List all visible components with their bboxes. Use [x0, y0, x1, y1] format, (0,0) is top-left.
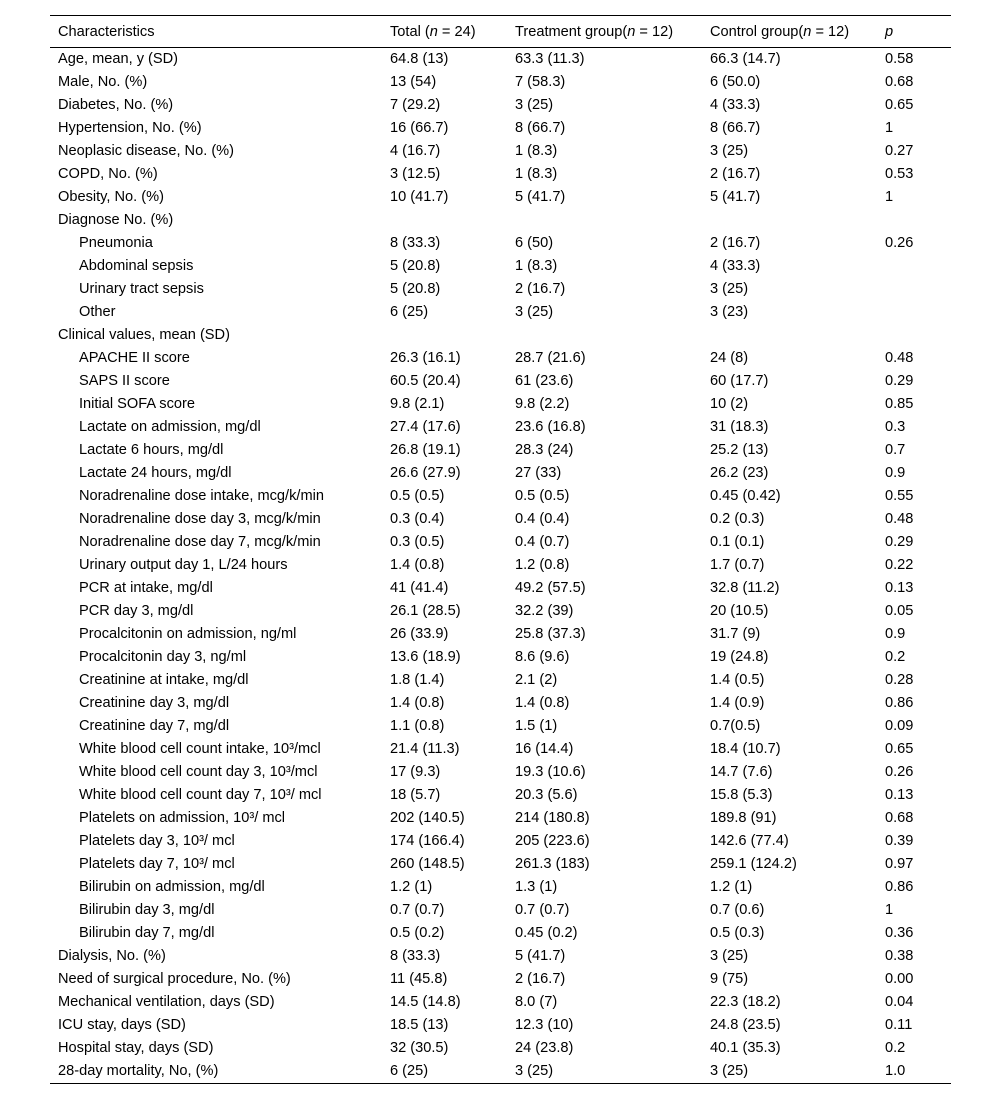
cell-control: 2 (16.7): [710, 235, 761, 251]
characteristics-table: [50, 15, 951, 1084]
cell-control: 66.3 (14.7): [710, 51, 781, 67]
cell-characteristic: Creatinine day 7, mg/dl: [79, 718, 230, 734]
table-row: [50, 416, 951, 439]
cell-treatment: 9.8 (2.2): [515, 396, 570, 412]
cell-control: 259.1 (124.2): [710, 856, 797, 872]
cell-characteristic: Hypertension, No. (%): [58, 120, 202, 136]
cell-total: 26.1 (28.5): [390, 603, 461, 619]
cell-control: 2 (16.7): [710, 166, 761, 182]
table-row: [50, 209, 951, 232]
table-row: [50, 163, 951, 186]
table-row: [50, 186, 951, 209]
cell-p-value: 1: [885, 902, 894, 918]
cell-characteristic: Urinary tract sepsis: [79, 281, 204, 297]
cell-treatment: 32.2 (39): [515, 603, 574, 619]
cell-control: 3 (25): [710, 281, 749, 297]
cell-control: 40.1 (35.3): [710, 1040, 781, 1056]
cell-characteristic: Lactate on admission, mg/dl: [79, 419, 261, 435]
cell-p-value: 1.0: [885, 1063, 906, 1079]
cell-control: [702, 324, 877, 347]
cell-treatment: 0.5 (0.5): [515, 488, 570, 504]
cell-control: 10 (2): [710, 396, 749, 412]
cell-treatment: 2 (16.7): [515, 971, 566, 987]
cell-characteristic: White blood cell count day 3, 10³/mcl: [79, 764, 318, 780]
cell-characteristic: Hospital stay, days (SD): [58, 1040, 214, 1056]
cell-treatment: 1.5 (1): [515, 718, 558, 734]
cell-characteristic: Platelets day 3, 10³/ mcl: [79, 833, 235, 849]
cell-total: 16 (66.7): [390, 120, 449, 136]
cell-treatment: 7 (58.3): [515, 74, 566, 90]
cell-characteristic: Lactate 6 hours, mg/dl: [79, 442, 224, 458]
header-p-value: p: [885, 23, 894, 40]
cell-control: 3 (25): [710, 1063, 749, 1079]
cell-p-value: 0.27: [885, 143, 914, 159]
table-row: [50, 255, 951, 278]
cell-characteristic: Clinical values, mean (SD): [58, 327, 230, 343]
cell-treatment: 12.3 (10): [515, 1017, 574, 1033]
cell-p-value: 0.29: [885, 373, 914, 389]
cell-control: 0.5 (0.3): [710, 925, 765, 941]
cell-p-value: 0.86: [885, 695, 914, 711]
cell-p-value: 0.22: [885, 557, 914, 573]
table-row: [50, 94, 951, 117]
table-row: [50, 1060, 951, 1084]
cell-p-value: 0.65: [885, 741, 914, 757]
table-row: [50, 278, 951, 301]
cell-total: 26.8 (19.1): [390, 442, 461, 458]
table-row: [50, 876, 951, 899]
table-row: [50, 761, 951, 784]
cell-characteristic: 28-day mortality, No, (%): [58, 1063, 219, 1079]
cell-treatment: 8.0 (7): [515, 994, 558, 1010]
cell-treatment: 3 (25): [515, 97, 554, 113]
cell-total: 7 (29.2): [390, 97, 441, 113]
cell-total: 6 (25): [390, 304, 429, 320]
cell-control: 1.7 (0.7): [710, 557, 765, 573]
cell-control: 189.8 (91): [710, 810, 777, 826]
cell-characteristic: Initial SOFA score: [79, 396, 195, 412]
cell-p-value: 0.05: [885, 603, 914, 619]
cell-total: 8 (33.3): [390, 235, 441, 251]
cell-characteristic: SAPS II score: [79, 373, 170, 389]
cell-characteristic: Diagnose No. (%): [58, 212, 174, 228]
cell-control: 0.2 (0.3): [710, 511, 765, 527]
cell-treatment: 24 (23.8): [515, 1040, 574, 1056]
cell-control: 1.4 (0.9): [710, 695, 765, 711]
header-characteristics: Characteristics: [58, 23, 155, 40]
cell-total: 17 (9.3): [390, 764, 441, 780]
cell-control: 26.2 (23): [710, 465, 769, 481]
cell-characteristic: Abdominal sepsis: [79, 258, 194, 274]
cell-characteristic: Male, No. (%): [58, 74, 148, 90]
cell-control: 5 (41.7): [710, 189, 761, 205]
cell-p-value: 0.26: [885, 235, 914, 251]
table-row: [50, 232, 951, 255]
table-row: [50, 324, 951, 347]
cell-control: 31.7 (9): [710, 626, 761, 642]
cell-treatment: 8 (66.7): [515, 120, 566, 136]
cell-characteristic: Diabetes, No. (%): [58, 97, 174, 113]
table-row: [50, 531, 951, 554]
cell-p-value: 0.86: [885, 879, 914, 895]
cell-treatment: 205 (223.6): [515, 833, 590, 849]
cell-total: 0.7 (0.7): [390, 902, 445, 918]
cell-characteristic: APACHE II score: [79, 350, 190, 366]
cell-control: 3 (23): [710, 304, 749, 320]
cell-p-value: 0.53: [885, 166, 914, 182]
table-row: [50, 370, 951, 393]
cell-p-value: 0.28: [885, 672, 914, 688]
cell-total: 260 (148.5): [390, 856, 465, 872]
cell-total: 14.5 (14.8): [390, 994, 461, 1010]
cell-treatment: [507, 209, 702, 232]
table-row: [50, 600, 951, 623]
cell-total: 60.5 (20.4): [390, 373, 461, 389]
cell-p-value: 1: [885, 120, 894, 136]
cell-control: 60 (17.7): [710, 373, 769, 389]
cell-total: 1.4 (0.8): [390, 557, 445, 573]
cell-treatment: 27 (33): [515, 465, 562, 481]
cell-treatment: 6 (50): [515, 235, 554, 251]
cell-total: 26.6 (27.9): [390, 465, 461, 481]
table-container: [50, 15, 951, 1084]
cell-treatment: 3 (25): [515, 1063, 554, 1079]
cell-p-value: [877, 278, 951, 301]
cell-total: 27.4 (17.6): [390, 419, 461, 435]
table-row: [50, 945, 951, 968]
cell-characteristic: Creatinine day 3, mg/dl: [79, 695, 230, 711]
table-row: [50, 784, 951, 807]
cell-treatment: 1 (8.3): [515, 258, 558, 274]
cell-control: 32.8 (11.2): [710, 580, 780, 596]
cell-characteristic: White blood cell count day 7, 10³/ mcl: [79, 787, 322, 803]
table-row: [50, 692, 951, 715]
cell-control: 9 (75): [710, 971, 749, 987]
table-row: [50, 508, 951, 531]
cell-characteristic: Bilirubin day 7, mg/dl: [79, 925, 215, 941]
cell-treatment: 63.3 (11.3): [515, 51, 585, 67]
cell-control: 0.1 (0.1): [710, 534, 765, 550]
cell-characteristic: Procalcitonin on admission, ng/ml: [79, 626, 297, 642]
cell-characteristic: Other: [79, 304, 116, 320]
cell-p-value: 0.7: [885, 442, 906, 458]
cell-treatment: 0.4 (0.7): [515, 534, 570, 550]
table-row: [50, 1037, 951, 1060]
cell-treatment: 261.3 (183): [515, 856, 590, 872]
cell-p-value: [877, 209, 951, 232]
cell-treatment: 8.6 (9.6): [515, 649, 570, 665]
cell-treatment: 16 (14.4): [515, 741, 574, 757]
cell-treatment: 1.3 (1): [515, 879, 558, 895]
cell-characteristic: Platelets on admission, 10³/ mcl: [79, 810, 286, 826]
cell-total: 41 (41.4): [390, 580, 449, 596]
cell-total: 5 (20.8): [390, 258, 441, 274]
cell-control: [702, 209, 877, 232]
cell-characteristic: Creatinine at intake, mg/dl: [79, 672, 249, 688]
cell-p-value: 0.36: [885, 925, 914, 941]
cell-p-value: 0.13: [885, 580, 914, 596]
cell-total: 174 (166.4): [390, 833, 465, 849]
cell-p-value: 0.9: [885, 465, 906, 481]
cell-characteristic: White blood cell count intake, 10³/mcl: [79, 741, 321, 757]
table-row: [50, 1014, 951, 1037]
cell-treatment: 0.4 (0.4): [515, 511, 570, 527]
cell-control: 8 (66.7): [710, 120, 761, 136]
cell-characteristic: Age, mean, y (SD): [58, 51, 179, 67]
table-row: [50, 117, 951, 140]
cell-total: 11 (45.8): [390, 971, 448, 987]
cell-p-value: [877, 255, 951, 278]
cell-p-value: 0.09: [885, 718, 914, 734]
cell-treatment: 25.8 (37.3): [515, 626, 586, 642]
cell-control: 1.4 (0.5): [710, 672, 765, 688]
cell-control: 14.7 (7.6): [710, 764, 773, 780]
cell-characteristic: Urinary output day 1, L/24 hours: [79, 557, 288, 573]
cell-characteristic: Dialysis, No. (%): [58, 948, 166, 964]
cell-p-value: 0.85: [885, 396, 914, 412]
cell-control: 4 (33.3): [710, 258, 761, 274]
cell-control: 0.7 (0.6): [710, 902, 765, 918]
cell-total: 13.6 (18.9): [390, 649, 461, 665]
table-row: [50, 393, 951, 416]
cell-treatment: 214 (180.8): [515, 810, 590, 826]
cell-total: 8 (33.3): [390, 948, 441, 964]
cell-p-value: 0.9: [885, 626, 906, 642]
cell-treatment: 5 (41.7): [515, 948, 566, 964]
cell-total: 21.4 (11.3): [390, 741, 460, 757]
header-row: [50, 16, 951, 48]
cell-total: 26 (33.9): [390, 626, 449, 642]
cell-p-value: 0.00: [885, 971, 914, 987]
cell-p-value: 0.65: [885, 97, 914, 113]
table-row: [50, 738, 951, 761]
cell-p-value: [877, 324, 951, 347]
cell-characteristic: Bilirubin on admission, mg/dl: [79, 879, 265, 895]
cell-characteristic: Noradrenaline dose day 3, mcg/k/min: [79, 511, 321, 527]
table-row: [50, 807, 951, 830]
cell-total: 3 (12.5): [390, 166, 441, 182]
cell-control: 0.7(0.5): [710, 718, 761, 734]
cell-p-value: 0.58: [885, 51, 914, 67]
cell-treatment: 28.7 (21.6): [515, 350, 586, 366]
table-row: [50, 485, 951, 508]
cell-p-value: 0.13: [885, 787, 914, 803]
cell-treatment: 23.6 (16.8): [515, 419, 586, 435]
cell-total: 4 (16.7): [390, 143, 441, 159]
cell-characteristic: Bilirubin day 3, mg/dl: [79, 902, 215, 918]
cell-control: 3 (25): [710, 143, 749, 159]
table-row: [50, 646, 951, 669]
cell-treatment: 0.7 (0.7): [515, 902, 570, 918]
cell-treatment: 1 (8.3): [515, 166, 558, 182]
cell-control: 24.8 (23.5): [710, 1017, 781, 1033]
header-treatment: Treatment group(n = 12): [515, 23, 674, 40]
cell-total: 5 (20.8): [390, 281, 441, 297]
cell-total: 10 (41.7): [390, 189, 449, 205]
table-header: [50, 16, 951, 48]
cell-characteristic: Noradrenaline dose intake, mcg/k/min: [79, 488, 324, 504]
cell-total: 0.5 (0.2): [390, 925, 445, 941]
cell-p-value: 1: [885, 189, 894, 205]
cell-control: 4 (33.3): [710, 97, 761, 113]
cell-characteristic: Neoplasic disease, No. (%): [58, 143, 235, 159]
cell-total: 32 (30.5): [390, 1040, 449, 1056]
cell-control: 1.2 (1): [710, 879, 753, 895]
cell-total: 13 (54): [390, 74, 437, 90]
cell-control: 6 (50.0): [710, 74, 761, 90]
cell-p-value: 0.2: [885, 649, 906, 665]
cell-p-value: 0.04: [885, 994, 914, 1010]
cell-characteristic: ICU stay, days (SD): [58, 1017, 186, 1033]
cell-p-value: 0.97: [885, 856, 914, 872]
cell-characteristic: Need of surgical procedure, No. (%): [58, 971, 291, 987]
cell-total: 1.2 (1): [390, 879, 433, 895]
cell-p-value: 0.26: [885, 764, 914, 780]
header-control: Control group(n = 12): [710, 23, 850, 40]
cell-control: 22.3 (18.2): [710, 994, 781, 1010]
cell-characteristic: PCR at intake, mg/dl: [79, 580, 213, 596]
cell-control: 142.6 (77.4): [710, 833, 789, 849]
cell-treatment: 3 (25): [515, 304, 554, 320]
cell-characteristic: Platelets day 7, 10³/ mcl: [79, 856, 235, 872]
table-row: [50, 968, 951, 991]
cell-p-value: 0.68: [885, 810, 914, 826]
table-row: [50, 899, 951, 922]
header-total: Total (n = 24): [390, 23, 476, 40]
cell-treatment: 28.3 (24): [515, 442, 574, 458]
cell-p-value: 0.29: [885, 534, 914, 550]
cell-total: [382, 324, 507, 347]
cell-treatment: 0.45 (0.2): [515, 925, 578, 941]
cell-control: 3 (25): [710, 948, 749, 964]
cell-total: 64.8 (13): [390, 51, 449, 67]
cell-p-value: 0.55: [885, 488, 914, 504]
cell-total: 18.5 (13): [390, 1017, 449, 1033]
cell-control: 15.8 (5.3): [710, 787, 773, 803]
cell-treatment: 20.3 (5.6): [515, 787, 578, 803]
table-row: [50, 48, 951, 72]
cell-characteristic: PCR day 3, mg/dl: [79, 603, 194, 619]
cell-total: 1.8 (1.4): [390, 672, 445, 688]
cell-characteristic: Obesity, No. (%): [58, 189, 164, 205]
cell-control: 24 (8): [710, 350, 749, 366]
table-row: [50, 830, 951, 853]
cell-p-value: 0.48: [885, 511, 914, 527]
cell-total: 9.8 (2.1): [390, 396, 445, 412]
cell-p-value: 0.2: [885, 1040, 906, 1056]
cell-treatment: 5 (41.7): [515, 189, 566, 205]
cell-characteristic: Lactate 24 hours, mg/dl: [79, 465, 232, 481]
cell-p-value: 0.38: [885, 948, 914, 964]
cell-control: 0.45 (0.42): [710, 488, 781, 504]
table-row: [50, 922, 951, 945]
cell-p-value: 0.68: [885, 74, 914, 90]
cell-treatment: 1 (8.3): [515, 143, 558, 159]
cell-characteristic: Noradrenaline dose day 7, mcg/k/min: [79, 534, 321, 550]
table-row: [50, 140, 951, 163]
cell-total: 0.3 (0.4): [390, 511, 445, 527]
cell-treatment: 19.3 (10.6): [515, 764, 586, 780]
cell-control: 31 (18.3): [710, 419, 769, 435]
table-row: [50, 853, 951, 876]
cell-characteristic: Procalcitonin day 3, ng/ml: [79, 649, 247, 665]
cell-total: 0.3 (0.5): [390, 534, 445, 550]
cell-control: 20 (10.5): [710, 603, 769, 619]
cell-treatment: 2.1 (2): [515, 672, 558, 688]
cell-treatment: 61 (23.6): [515, 373, 574, 389]
cell-characteristic: Pneumonia: [79, 235, 153, 251]
cell-total: 202 (140.5): [390, 810, 465, 826]
table-row: [50, 462, 951, 485]
cell-p-value: 0.11: [885, 1017, 913, 1033]
cell-p-value: 0.3: [885, 419, 906, 435]
cell-treatment: 2 (16.7): [515, 281, 566, 297]
cell-treatment: [507, 324, 702, 347]
table-row: [50, 71, 951, 94]
cell-treatment: 1.4 (0.8): [515, 695, 570, 711]
table-row: [50, 301, 951, 324]
cell-control: 18.4 (10.7): [710, 741, 781, 757]
cell-total: 1.1 (0.8): [390, 718, 445, 734]
cell-total: 0.5 (0.5): [390, 488, 445, 504]
table-row: [50, 577, 951, 600]
table-body: [50, 48, 951, 1084]
table-row: [50, 669, 951, 692]
cell-treatment: 49.2 (57.5): [515, 580, 586, 596]
cell-control: 25.2 (13): [710, 442, 769, 458]
table-row: [50, 439, 951, 462]
cell-characteristic: Mechanical ventilation, days (SD): [58, 994, 275, 1010]
cell-total: [382, 209, 507, 232]
cell-p-value: 0.39: [885, 833, 914, 849]
table-row: [50, 347, 951, 370]
cell-total: 18 (5.7): [390, 787, 441, 803]
cell-p-value: 0.48: [885, 350, 914, 366]
table-row: [50, 715, 951, 738]
table-row: [50, 623, 951, 646]
cell-characteristic: COPD, No. (%): [58, 166, 158, 182]
table-row: [50, 554, 951, 577]
cell-p-value: [877, 301, 951, 324]
cell-control: 19 (24.8): [710, 649, 769, 665]
table-row: [50, 991, 951, 1014]
cell-total: 1.4 (0.8): [390, 695, 445, 711]
cell-treatment: 1.2 (0.8): [515, 557, 570, 573]
cell-total: 26.3 (16.1): [390, 350, 461, 366]
cell-total: 6 (25): [390, 1063, 429, 1079]
